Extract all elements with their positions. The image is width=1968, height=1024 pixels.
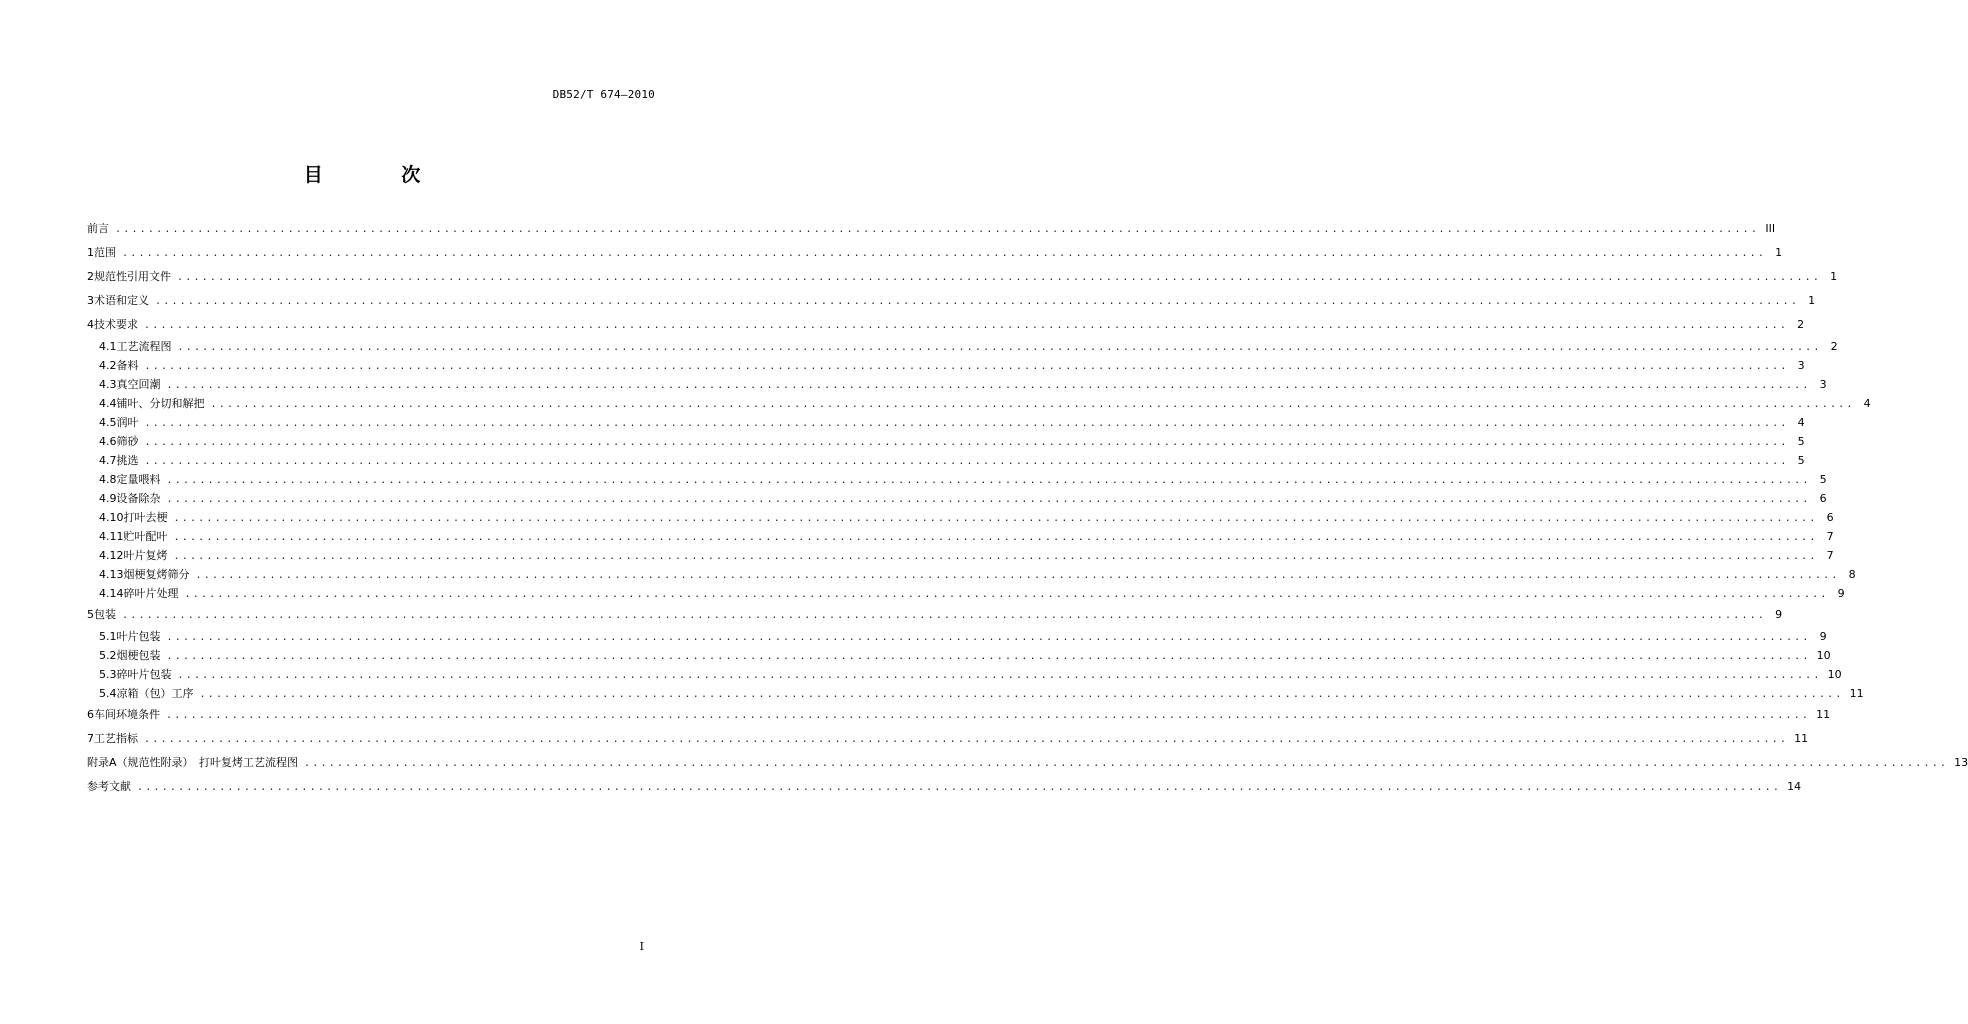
toc-entry-page: 3 — [1797, 359, 1805, 372]
toc-entry[interactable] — [87, 241, 1783, 265]
toc-entry[interactable] — [87, 337, 1838, 356]
dot-leader: ........................................................................................................................................................................................................ — [210, 399, 1855, 410]
toc-entry-title: 贮叶配叶 — [123, 530, 168, 543]
toc-entry-number: 4.14 — [99, 587, 124, 600]
toc-entry-title: 包装 — [94, 608, 116, 621]
toc-entry[interactable] — [87, 603, 1783, 627]
toc-entry-page: 11 — [1849, 687, 1864, 700]
dot-leader: ........................................................................................................................................................................................................ — [166, 632, 1811, 643]
toc-entry-page: 10 — [1827, 668, 1842, 681]
toc-entry[interactable] — [87, 546, 1834, 565]
toc-entry[interactable] — [87, 646, 1831, 665]
toc-entry-title: 挑选 — [116, 454, 139, 467]
dot-leader: ........................................................................................................................................................................................................ — [144, 456, 1789, 467]
dot-leader: ........................................................................................................................................................................................................ — [195, 570, 1840, 581]
toc-entry-page: 11 — [1816, 708, 1831, 721]
toc-entry-page: 6 — [1819, 492, 1827, 505]
toc-entry-title: 工艺指标 — [94, 732, 138, 745]
dot-leader: ........................................................................................................................................................................................................ — [199, 689, 1844, 700]
dot-leader: ........................................................................................................................................................................................................ — [166, 475, 1811, 486]
toc-entry-page: 4 — [1797, 416, 1805, 429]
dot-leader: ........................................................................................................................................................................................................ — [144, 361, 1789, 372]
toc-entry-page: 7 — [1826, 549, 1834, 562]
toc-entry-title: 设备除杂 — [116, 492, 161, 505]
toc-entry-number: 5.3 — [99, 668, 117, 681]
dot-leader: ........................................................................................................................................................................................................ — [115, 224, 1760, 235]
toc-entry[interactable] — [87, 565, 1856, 584]
toc-entry-number: 5.1 — [99, 630, 117, 643]
toc-entry-page: 11 — [1794, 732, 1809, 745]
toc-entry-page: 8 — [1848, 568, 1856, 581]
toc-entry-number: 6 — [87, 708, 94, 721]
dot-leader: ........................................................................................................................................................................................................ — [173, 513, 1818, 524]
toc-entry-number: 4.12 — [99, 549, 124, 562]
dot-leader: ........................................................................................................................................................................................................ — [173, 551, 1818, 562]
toc-entry-title: 叶片包装 — [116, 630, 161, 643]
toc-entry-title: 备料 — [116, 359, 139, 372]
dot-leader: ........................................................................................................................................................................................................ — [155, 296, 1800, 307]
toc-entry[interactable] — [87, 751, 1968, 775]
toc-entry-number: 5.4 — [99, 687, 117, 700]
toc-entry[interactable] — [87, 356, 1805, 375]
toc-entry[interactable] — [87, 527, 1834, 546]
toc-entry-title: 定量喂料 — [116, 473, 161, 486]
toc-entry-title: 工艺流程图 — [116, 340, 172, 353]
dot-leader: ........................................................................................................................................................................................................ — [122, 610, 1767, 621]
toc-entry-number: 4.11 — [99, 530, 124, 543]
toc-entry-page: 1 — [1775, 246, 1783, 259]
toc-entry-number: 2 — [87, 270, 94, 283]
toc-entry-title: 碎叶片包装 — [116, 668, 172, 681]
toc-entry-title: 术语和定义 — [94, 294, 149, 307]
toc-entry-title: 碎叶片处理 — [123, 587, 179, 600]
toc-entry[interactable] — [87, 394, 1871, 413]
toc-entry-title: 范围 — [94, 246, 116, 259]
toc-entry[interactable] — [87, 375, 1827, 394]
dot-leader: ........................................................................................................................................................................................................ — [122, 248, 1767, 259]
dot-leader: ........................................................................................................................................................................................................ — [184, 589, 1829, 600]
toc-entry-number: 4.7 — [99, 454, 117, 467]
toc-entry-title: 参考文献 — [87, 780, 131, 793]
page-title: 目 次 — [303, 164, 457, 186]
toc-entry-page: 10 — [1816, 649, 1831, 662]
toc-entry-page: 9 — [1775, 608, 1783, 621]
toc-entry[interactable] — [87, 584, 1845, 603]
toc-entry-page: 5 — [1819, 473, 1827, 486]
toc-entry-title: 规范性引用文件 — [94, 270, 171, 283]
toc-entry[interactable] — [87, 703, 1831, 727]
toc-entry-page: 1 — [1830, 270, 1838, 283]
toc-entry[interactable] — [87, 470, 1827, 489]
toc-entry[interactable] — [87, 775, 1802, 799]
dot-leader: ........................................................................................................................................................................................................ — [177, 272, 1822, 283]
toc-entry[interactable] — [87, 289, 1816, 313]
dot-leader: ........................................................................................................................................................................................................ — [144, 437, 1789, 448]
toc-entry-number: 4.4 — [99, 397, 117, 410]
toc-entry-title: 凉箱（包）工序 — [116, 687, 194, 700]
toc-entry-page: 7 — [1826, 530, 1834, 543]
page-number: I — [639, 940, 644, 953]
toc-entry[interactable] — [87, 508, 1834, 527]
toc-entry-number: 3 — [87, 294, 94, 307]
toc-entry-page: 5 — [1797, 454, 1805, 467]
toc-entry[interactable] — [87, 451, 1805, 470]
toc-entry-page: 14 — [1787, 780, 1802, 793]
toc-entry-number: 1 — [87, 246, 94, 259]
table-of-contents — [87, 217, 1968, 799]
dot-leader: ........................................................................................................................................................................................................ — [166, 494, 1811, 505]
toc-entry-title: 技术要求 — [94, 318, 138, 331]
toc-entry-page: 2 — [1797, 318, 1805, 331]
toc-entry-number: 5 — [87, 608, 94, 621]
toc-entry[interactable] — [87, 217, 1776, 241]
toc-entry[interactable] — [87, 627, 1827, 646]
toc-entry-page: 13 — [1954, 756, 1968, 769]
toc-entry-page: 3 — [1819, 378, 1827, 391]
toc-entry-number: 4.10 — [99, 511, 124, 524]
dot-leader: ........................................................................................................................................................................................................ — [144, 320, 1789, 331]
dot-leader: ........................................................................................................................................................................................................ — [144, 734, 1789, 745]
toc-entry-title: 筛砂 — [116, 435, 139, 448]
toc-entry-number: 4.1 — [99, 340, 117, 353]
toc-entry-page: 4 — [1863, 397, 1871, 410]
toc-entry[interactable] — [87, 684, 1864, 703]
toc-entry-page: 5 — [1797, 435, 1805, 448]
toc-entry-number: 4 — [87, 318, 94, 331]
dot-leader: ........................................................................................................................................................................................................ — [173, 532, 1818, 543]
dot-leader: ........................................................................................................................................................................................................ — [177, 342, 1822, 353]
toc-entry-number: 4.13 — [99, 568, 124, 581]
toc-entry[interactable] — [87, 265, 1838, 289]
toc-entry-page: III — [1765, 222, 1776, 235]
toc-entry-title: 烟梗复烤筛分 — [123, 568, 190, 581]
toc-entry-title: 前言 — [87, 222, 109, 235]
dot-leader: ........................................................................................................................................................................................................ — [304, 758, 1949, 769]
toc-entry-title: 叶片复烤 — [123, 549, 168, 562]
toc-entry-page: 9 — [1837, 587, 1845, 600]
toc-entry-page: 9 — [1819, 630, 1827, 643]
toc-entry-title: 烟梗包装 — [116, 649, 161, 662]
toc-entry[interactable] — [87, 413, 1805, 432]
toc-entry-title: 车间环境条件 — [94, 708, 160, 721]
toc-entry-number: 5.2 — [99, 649, 117, 662]
toc-entry[interactable] — [87, 665, 1842, 684]
toc-entry[interactable] — [87, 727, 1809, 751]
dot-leader: ........................................................................................................................................................................................................ — [166, 651, 1811, 662]
toc-entry-title: 附录A（规范性附录） 打叶复烤工艺流程图 — [87, 756, 299, 769]
toc-entry-number: 4.5 — [99, 416, 117, 429]
toc-entry-title: 润叶 — [116, 416, 139, 429]
toc-entry-page: 1 — [1808, 294, 1816, 307]
dot-leader: ........................................................................................................................................................................................................ — [177, 670, 1822, 681]
document-code: DB52/T 674—2010 — [552, 88, 655, 101]
toc-entry-number: 4.3 — [99, 378, 117, 391]
toc-entry-number: 7 — [87, 732, 94, 745]
dot-leader: ........................................................................................................................................................................................................ — [166, 710, 1811, 721]
toc-entry[interactable] — [87, 313, 1805, 337]
toc-entry[interactable] — [87, 489, 1827, 508]
toc-entry-title: 打叶去梗 — [123, 511, 168, 524]
toc-entry-number: 4.8 — [99, 473, 117, 486]
toc-entry[interactable] — [87, 432, 1805, 451]
dot-leader: ........................................................................................................................................................................................................ — [137, 782, 1782, 793]
toc-entry-page: 6 — [1826, 511, 1834, 524]
toc-entry-number: 4.9 — [99, 492, 117, 505]
dot-leader: ........................................................................................................................................................................................................ — [166, 380, 1811, 391]
toc-entry-number: 4.6 — [99, 435, 117, 448]
toc-entry-number: 4.2 — [99, 359, 117, 372]
toc-entry-page: 2 — [1830, 340, 1838, 353]
toc-entry-title: 真空回潮 — [116, 378, 161, 391]
dot-leader: ........................................................................................................................................................................................................ — [144, 418, 1789, 429]
toc-entry-title: 铺叶、分切和解把 — [116, 397, 205, 410]
